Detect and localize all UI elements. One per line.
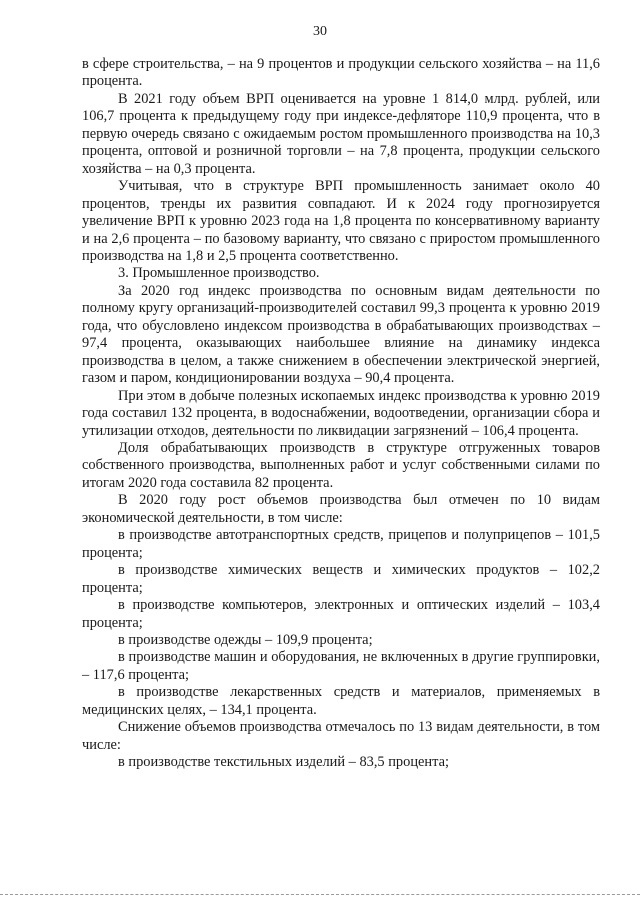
list-item: в производстве текстильных изделий – 83,5 процента; xyxy=(118,754,449,771)
document-body xyxy=(82,56,600,772)
page-bottom-divider xyxy=(0,894,640,895)
paragraph: За 2020 год индекс производства по основным видам деятельности по полному кругу организаций-производителей составил 99,3 процента к уровню 2019 года, что обусловлено индексом производства в обрабатывающих производствах – 97,4 процента, оказывающих наибольшее влияние на динамику индекса производства в целом, а также снижением в обеспечении электрической энергией, газом и паром, кондиционировании воздуха – 90,4 процента. xyxy=(82,282,600,387)
page-number: 30 xyxy=(313,24,327,39)
paragraph: При этом в добыче полезных ископаемых индекс производства к уровню 2019 года составил 132 процента, в водоснабжении, водоотведении, организации сбора и утилизации отходов, деятельности по ликвидации загрязнений – 106,4 процента. xyxy=(82,387,600,439)
paragraph: Снижение объемов производства отмечалось по 13 видам деятельности, в том числе: xyxy=(82,719,600,753)
paragraph: Учитывая, что в структуре ВРП промышленность занимает около 40 процентов, тренды их развития совпадают. И к 2024 году прогнозируется увеличение ВРП к уровню 2023 года на 1,8 процента по консервативному варианту и на 2,6 процента – по базовому варианту, что связано с приростом промышленного производства на 1,8 и 2,5 процента соответственно. xyxy=(82,178,600,264)
section-heading: 3. Промышленное производство. xyxy=(118,265,320,282)
paragraph: Доля обрабатывающих производств в структуре отгруженных товаров собственного производства, выполненных работ и услуг собственными силами по итогам 2020 года составила 82 процента. xyxy=(82,439,600,491)
list-item: в производстве компьютеров, электронных и оптических изделий – 103,4 процента; xyxy=(82,597,600,631)
list-item: в производстве одежды – 109,9 процента; xyxy=(118,631,373,648)
paragraph: В 2020 году рост объемов производства был отмечен по 10 видам экономической деятельности, в том числе: xyxy=(82,492,600,526)
list-item: в производстве лекарственных средств и материалов, применяемых в медицинских целях, – 134,1 процента. xyxy=(82,684,600,718)
list-item: в производстве автотранспортных средств, прицепов и полуприцепов – 101,5 процента; xyxy=(82,527,600,561)
paragraph: в сфере строительства, – на 9 процентов и продукции сельского хозяйства – на 11,6 процента. xyxy=(82,56,600,90)
paragraph: В 2021 году объем ВРП оценивается на уровне 1 814,0 млрд. рублей, или 106,7 процента к предыдущему году при индексе-дефляторе 110,9 процента, что в первую очередь связано с ожидаемым ростом промышленного производства на 10,3 процента, оптовой и розничной торговли – на 7,8 процента, продукции сельского хозяйства – на 0,3 процента. xyxy=(82,90,600,177)
list-item: в производстве химических веществ и химических продуктов – 102,2 процента; xyxy=(82,562,600,596)
list-item: в производстве машин и оборудования, не включенных в другие группировки, – 117,6 процента; xyxy=(82,649,600,683)
